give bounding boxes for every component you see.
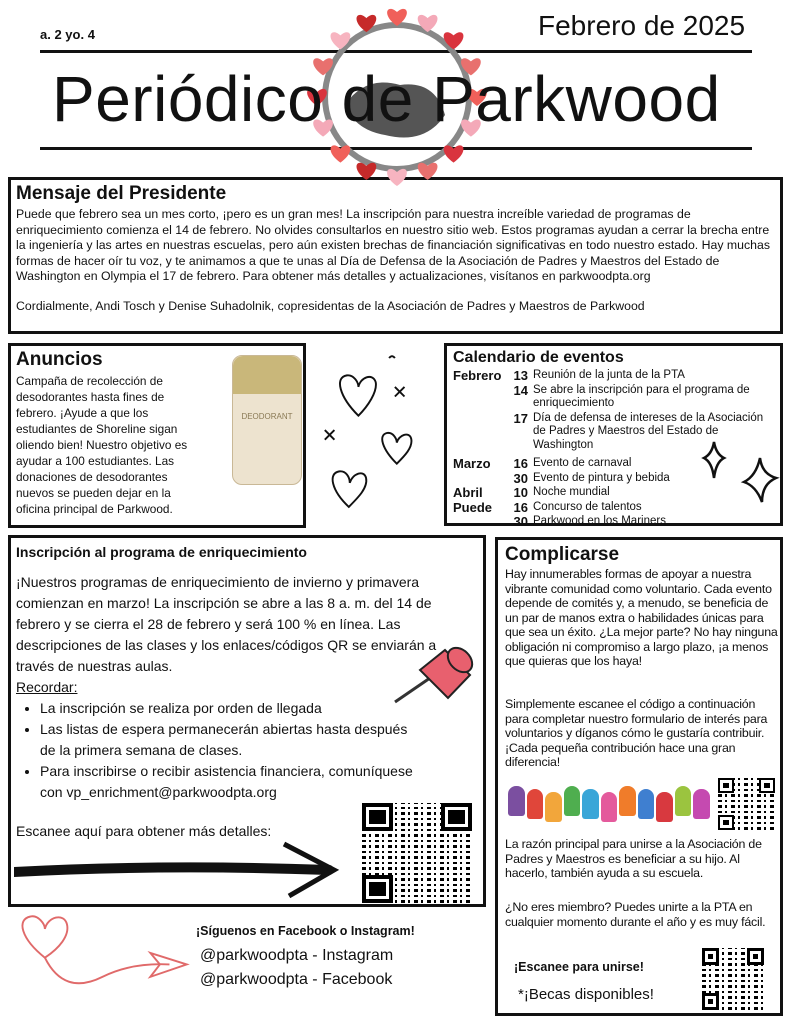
pushpin-icon bbox=[390, 640, 480, 710]
calendar-day: 17 bbox=[513, 410, 528, 426]
calendar-day: 30 bbox=[513, 470, 528, 486]
doodle-hearts-icon bbox=[320, 345, 440, 520]
involve-paragraph-2: Simplemente escanee el código a continuación para completar nuestro formulario de interés para voluntarios y díganos cómo le gustaría contribuir. ¡Cada pequeña contribución hace una gran diferencia! bbox=[505, 697, 768, 769]
arrow-icon bbox=[14, 840, 344, 900]
hand-icon bbox=[638, 789, 655, 819]
calendar-day: 10 bbox=[513, 485, 528, 500]
sparkle-icon bbox=[700, 440, 780, 505]
calendar-month bbox=[453, 472, 507, 486]
hand-icon bbox=[564, 786, 581, 816]
calendar-event: Evento de pintura y bebida bbox=[533, 471, 670, 484]
calendar-day: 13 bbox=[513, 368, 528, 383]
calendar-heading: Calendario de eventos bbox=[453, 349, 624, 366]
calendar-month bbox=[453, 412, 507, 453]
calendar-day: 16 bbox=[513, 499, 528, 515]
announcements-body: Campaña de recolección de desodorantes hasta fines de febrero. ¡Ayude a que los estudiantes de Shoreline sigan oliendo bien! Nuestro objetivo es ayudar a 100 estudiantes. Las donaciones de desodorantes nuevos se pueden dejar en la oficina principal de Parkwood. bbox=[16, 374, 188, 516]
calendar-event: Concurso de talentos bbox=[533, 500, 642, 513]
calendar-month bbox=[453, 384, 507, 411]
calendar-month: Febrero bbox=[453, 368, 502, 383]
enrichment-qr-code[interactable] bbox=[362, 803, 472, 903]
hand-icon bbox=[545, 792, 562, 822]
enrichment-body: ¡Nuestros programas de enriquecimiento de invierno y primavera comienzan en marzo! La inscripción se abre a las 8 a. m. del 14 de febrero y se cierra el 28 de febrero y será 100 % en línea. Las descripciones de las clases y los enlaces/códigos QR se enviarán a través de nuestras aulas. bbox=[16, 574, 437, 674]
instagram-handle[interactable]: @parkwoodpta - Instagram bbox=[200, 947, 394, 964]
calendar-event: Reunión de la junta de la PTA bbox=[533, 369, 685, 381]
hand-icon bbox=[508, 786, 525, 816]
helping-hands-image bbox=[508, 786, 710, 826]
president-body: Puede que febrero sea un mes corto, ¡pero es un gran mes! La inscripción para nuestra increíble variedad de programas de enriquecimiento comienza el 14 de febrero. No olvides consultarlos en nuestro sitio web. Estos programas ayudan a cerrar la brecha entre la ingeniería y las artes en nuestras escuelas, pero aún existen brechas de financiación significativas en todo nuestro estado. Hay muchas formas de hacer oír tu voz, y te animamos a que te unas al Día de Defensa de la Asociación de Padres y Maestros del Estado de Washington en Olympia el 17 de febrero. Para obtener más detalles y actualizaciones, visítanos en parkwoodpta.org bbox=[16, 207, 770, 283]
involve-paragraph-3: La razón principal para unirse a la Asociación de Padres y Maestros es beneficiar a su hijo. Al hacerlo, también ayuda a su escuela. bbox=[505, 837, 762, 880]
heart-arrow-doodle-icon bbox=[5, 905, 195, 1020]
get-involved-section bbox=[495, 537, 783, 1016]
calendar-month: Abril bbox=[453, 485, 483, 500]
calendar-row bbox=[453, 369, 774, 383]
social-heading: ¡Síguenos en Facebook o Instagram! bbox=[196, 924, 415, 938]
involve-paragraph-1: Hay innumerables formas de apoyar a nuestra vibrante comunidad como voluntario. Cada evento depende de comités y, a menudo, se beneficia de un par de manos extra o habilidades únicas para que sea un éxito. ¿La mejor parte? No hay ninguna obligación ni compromiso a largo plazo, ¡a menos que quieras que los haya! bbox=[505, 567, 778, 668]
enrichment-scan-text: Escanee aquí para obtener más detalles: bbox=[16, 823, 272, 839]
issue-number: a. 2 yo. 4 bbox=[40, 27, 95, 42]
enrichment-remember: Recordar: bbox=[16, 679, 78, 695]
issue-date: Febrero de 2025 bbox=[538, 10, 746, 41]
calendar-month: Puede bbox=[453, 499, 493, 515]
heart-icon bbox=[331, 145, 351, 162]
calendar-month: Marzo bbox=[453, 456, 491, 471]
president-signature: Cordialmente, Andi Tosch y Denise Suhadolnik, copresidentas de la Asociación de Padres y Maestros de Parkwood bbox=[16, 298, 645, 313]
calendar-day: 16 bbox=[513, 456, 528, 471]
deodorant-label: DEODORANT bbox=[241, 412, 293, 421]
calendar-event: Día de defensa de intereses de la Asociación de Padres y Maestros del Estado de Washington bbox=[533, 411, 764, 451]
calendar-row bbox=[453, 384, 774, 411]
enrichment-bullet: • Las listas de espera permanecerán abiertas hasta después de la primera semana de clases. bbox=[40, 719, 420, 761]
calendar-row bbox=[453, 515, 774, 529]
president-heading: Mensaje del Presidente bbox=[16, 183, 227, 204]
calendar-event: Noche mundial bbox=[533, 486, 610, 498]
president-message-section bbox=[8, 177, 783, 334]
join-qr-code[interactable] bbox=[702, 948, 764, 1010]
newsletter-title: Periódico de Parkwood bbox=[52, 63, 721, 135]
deodorant-image bbox=[232, 355, 302, 485]
hand-icon bbox=[601, 792, 618, 822]
calendar-day: 14 bbox=[513, 382, 528, 398]
hand-icon bbox=[582, 789, 599, 819]
calendar-month bbox=[453, 515, 507, 529]
facebook-handle[interactable]: @parkwoodpta - Facebook bbox=[200, 971, 393, 988]
heart-icon bbox=[444, 145, 464, 162]
involve-heading: Complicarse bbox=[505, 544, 620, 565]
enrichment-bullet: • La inscripción se realiza por orden de llegada bbox=[40, 698, 420, 719]
calendar-event: Se abre la inscripción para el programa de enriquecimiento bbox=[533, 383, 750, 409]
calendar-event: Parkwood en los Mariners bbox=[533, 515, 666, 527]
hand-icon bbox=[656, 792, 673, 822]
involve-paragraph-4: ¿No eres miembro? Puedes unirte a la PTA en cualquier momento durante el año y es muy fácil. bbox=[505, 900, 766, 929]
calendar-day: 30 bbox=[513, 514, 528, 529]
announcements-heading: Anuncios bbox=[16, 349, 103, 370]
hand-icon bbox=[693, 789, 710, 819]
enrichment-heading: Inscripción al programa de enriquecimiento bbox=[16, 544, 307, 560]
hand-icon bbox=[619, 786, 636, 816]
scholarships-text: *¡Becas disponibles! bbox=[518, 986, 654, 1003]
scan-join-text: ¡Escanee para unirse! bbox=[514, 960, 644, 974]
volunteer-qr-code[interactable] bbox=[718, 778, 775, 830]
calendar-event: Evento de carnaval bbox=[533, 457, 632, 469]
hand-icon bbox=[675, 786, 692, 816]
enrichment-bullet: • Para inscribirse o recibir asistencia financiera, comuníquese con vp_enrichment@parkwoodpta.org bbox=[40, 761, 420, 803]
hand-icon bbox=[527, 789, 544, 819]
